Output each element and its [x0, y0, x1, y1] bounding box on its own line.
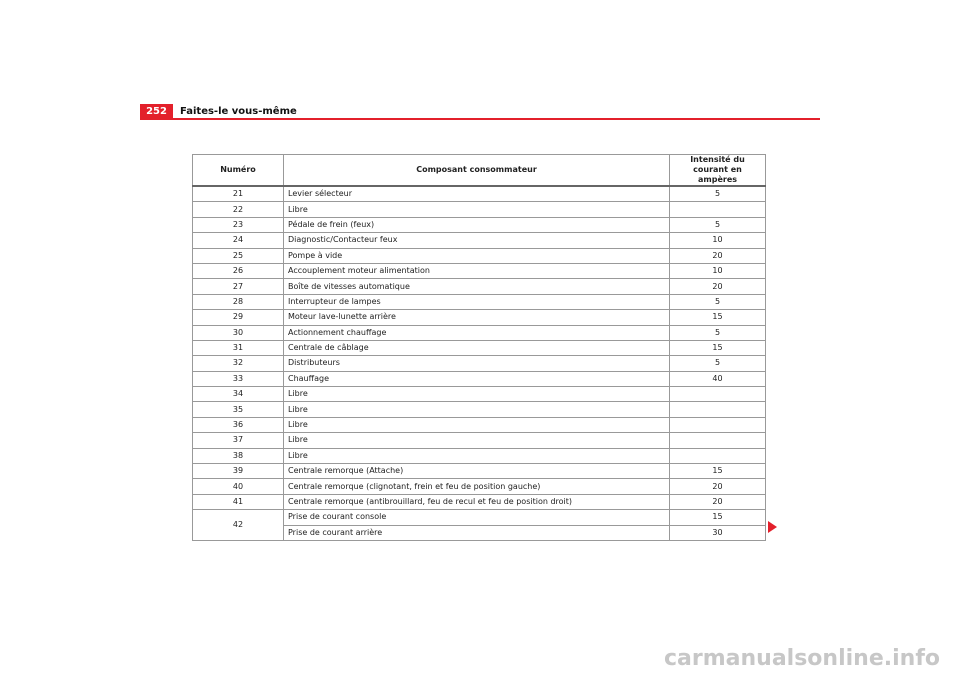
cell-number: 21	[193, 186, 284, 202]
section-title: Faites-le vous-même	[180, 106, 297, 117]
cell-component: Pompe à vide	[284, 248, 670, 263]
table-row	[193, 494, 766, 509]
next-page-arrow-icon[interactable]	[768, 521, 777, 533]
cell-number: 33	[193, 371, 284, 386]
cell-number: 29	[193, 310, 284, 325]
table-row	[193, 433, 766, 448]
table-row	[193, 340, 766, 355]
cell-amperage: 20	[670, 479, 766, 494]
cell-amperage: 10	[670, 233, 766, 248]
cell-component: Centrale remorque (clignotant, frein et feu de position gauche)	[284, 479, 670, 494]
cell-amperage	[670, 417, 766, 432]
table-row	[193, 263, 766, 278]
table-row	[193, 402, 766, 417]
cell-number: 22	[193, 202, 284, 217]
cell-amperage: 5	[670, 325, 766, 340]
table-row	[193, 310, 766, 325]
table-row	[193, 217, 766, 232]
cell-component: Libre	[284, 202, 670, 217]
cell-number: 37	[193, 433, 284, 448]
table-row	[193, 464, 766, 479]
cell-amperage: 10	[670, 263, 766, 278]
table-row	[193, 510, 766, 525]
cell-component: Moteur lave-lunette arrière	[284, 310, 670, 325]
table-row	[193, 387, 766, 402]
cell-amperage: 5	[670, 294, 766, 309]
cell-component: Prise de courant console	[284, 510, 670, 525]
table-row	[193, 356, 766, 371]
cell-number: 40	[193, 479, 284, 494]
table-row	[193, 448, 766, 463]
table-row	[193, 294, 766, 309]
cell-component: Centrale remorque (Attache)	[284, 464, 670, 479]
page-number: 252	[140, 104, 173, 120]
table-row	[193, 248, 766, 263]
cell-amperage	[670, 402, 766, 417]
cell-amperage	[670, 448, 766, 463]
column-header-amperage: Intensité du courant en ampères	[670, 155, 766, 187]
cell-amperage: 5	[670, 356, 766, 371]
cell-component: Centrale remorque (antibrouillard, feu de recul et feu de position droit)	[284, 494, 670, 509]
column-header-component: Composant consommateur	[284, 155, 670, 187]
table-row	[193, 202, 766, 217]
fuse-table	[192, 154, 766, 541]
cell-component: Libre	[284, 448, 670, 463]
cell-amperage: 20	[670, 279, 766, 294]
cell-number: 31	[193, 340, 284, 355]
cell-component: Levier sélecteur	[284, 186, 670, 202]
cell-number: 35	[193, 402, 284, 417]
cell-component: Chauffage	[284, 371, 670, 386]
table-row	[193, 479, 766, 494]
cell-component: Libre	[284, 402, 670, 417]
cell-amperage	[670, 433, 766, 448]
table-row	[193, 417, 766, 432]
cell-amperage: 20	[670, 494, 766, 509]
cell-amperage: 15	[670, 310, 766, 325]
cell-component: Diagnostic/Contacteur feux	[284, 233, 670, 248]
cell-number: 39	[193, 464, 284, 479]
cell-number: 27	[193, 279, 284, 294]
cell-component: Libre	[284, 387, 670, 402]
cell-amperage: 15	[670, 340, 766, 355]
table-row	[193, 279, 766, 294]
cell-number: 38	[193, 448, 284, 463]
cell-amperage	[670, 387, 766, 402]
table-row	[193, 325, 766, 340]
page-header	[140, 104, 820, 120]
table-header-row	[193, 155, 766, 187]
cell-component: Prise de courant arrière	[284, 525, 670, 540]
cell-component: Pédale de frein (feux)	[284, 217, 670, 232]
cell-amperage: 5	[670, 186, 766, 202]
cell-component: Accouplement moteur alimentation	[284, 263, 670, 278]
column-header-number: Numéro	[193, 155, 284, 187]
cell-amperage: 15	[670, 510, 766, 525]
cell-number: 25	[193, 248, 284, 263]
cell-component: Distributeurs	[284, 356, 670, 371]
cell-number: 42	[193, 510, 284, 541]
table-row	[193, 186, 766, 202]
cell-component: Libre	[284, 433, 670, 448]
cell-number: 41	[193, 494, 284, 509]
cell-component: Interrupteur de lampes	[284, 294, 670, 309]
cell-amperage: 20	[670, 248, 766, 263]
watermark: carmanualsonline.info	[664, 646, 940, 671]
table-row	[193, 233, 766, 248]
cell-number: 32	[193, 356, 284, 371]
cell-amperage: 40	[670, 371, 766, 386]
cell-component: Boîte de vitesses automatique	[284, 279, 670, 294]
cell-component: Centrale de câblage	[284, 340, 670, 355]
cell-number: 28	[193, 294, 284, 309]
cell-component: Libre	[284, 417, 670, 432]
cell-number: 24	[193, 233, 284, 248]
cell-amperage: 5	[670, 217, 766, 232]
cell-component: Actionnement chauffage	[284, 325, 670, 340]
table-body	[193, 186, 766, 540]
table-row	[193, 371, 766, 386]
cell-amperage: 15	[670, 464, 766, 479]
cell-number: 23	[193, 217, 284, 232]
cell-number: 26	[193, 263, 284, 278]
cell-amperage	[670, 202, 766, 217]
cell-number: 34	[193, 387, 284, 402]
cell-amperage: 30	[670, 525, 766, 540]
cell-number: 30	[193, 325, 284, 340]
cell-number: 36	[193, 417, 284, 432]
